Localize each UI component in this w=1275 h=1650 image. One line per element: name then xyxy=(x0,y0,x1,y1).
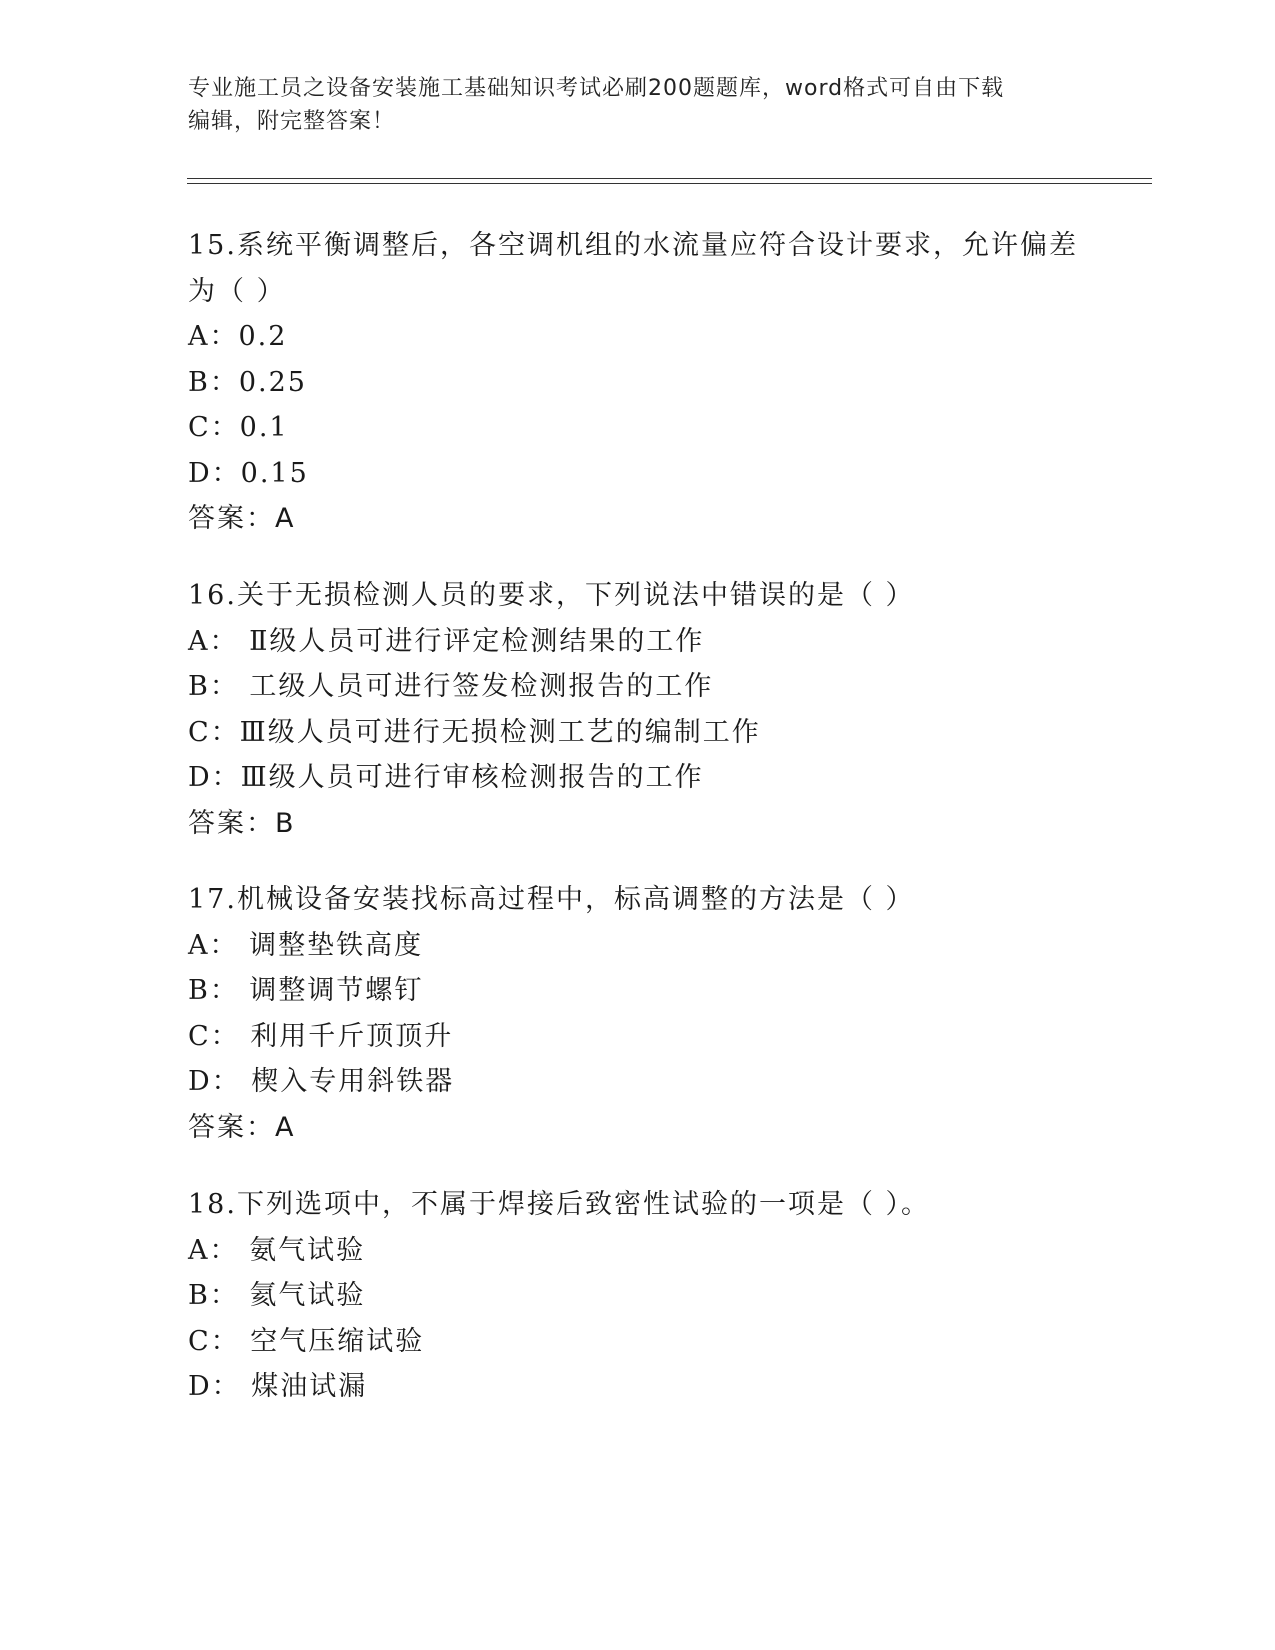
option-a: A：0.2 xyxy=(188,321,288,352)
header-line-1: 专业施工员之设备安装施工基础知识考试必刷200题题库，word格式可自由下载 xyxy=(188,76,1005,101)
question-stem: 18.下列选项中，不属于焊接后致密性试验的一项是（ ）。 xyxy=(188,1189,931,1220)
question-16 xyxy=(188,573,1088,846)
option-b: B： 调整调节螺钉 xyxy=(188,975,424,1006)
answer-label: 答案：A xyxy=(188,503,296,534)
option-c: C：0.1 xyxy=(188,412,289,443)
option-c: C： 利用千斤顶顶升 xyxy=(188,1020,454,1052)
option-b: B：0.25 xyxy=(188,366,307,398)
header-line-2: 编辑，附完整答案！ xyxy=(188,109,396,134)
option-d: D： 楔入专用斜铁器 xyxy=(188,1066,455,1097)
option-b: B： 工级人员可进行签发检测报告的工作 xyxy=(188,671,714,702)
answer-label: 答案：A xyxy=(188,1111,296,1143)
question-15 xyxy=(188,223,1088,542)
question-stem: 15.系统平衡调整后，各空调机组的水流量应符合设计要求，允许偏差 xyxy=(188,230,1078,261)
option-c: C： 空气压缩试验 xyxy=(188,1325,425,1357)
header-divider-bottom xyxy=(187,183,1152,184)
option-b: B： 氦气试验 xyxy=(188,1280,366,1311)
option-a: A： 调整垫铁高度 xyxy=(188,929,424,961)
option-d: D：0.15 xyxy=(188,457,309,489)
question-stem: 16.关于无损检测人员的要求，下列说法中错误的是（ ） xyxy=(188,580,915,611)
option-a: A： Ⅱ级人员可进行评定检测结果的工作 xyxy=(188,625,705,657)
answer-label: 答案：B xyxy=(188,807,296,839)
question-stem: 17.机械设备安装找标高过程中，标高调整的方法是（ ） xyxy=(188,884,915,915)
option-d: D：Ⅲ级人员可进行审核检测报告的工作 xyxy=(188,762,704,793)
header-divider-top xyxy=(187,178,1152,179)
option-a: A： 氨气试验 xyxy=(188,1234,366,1266)
question-stem-continued: 为（ ） xyxy=(188,275,286,307)
question-18 xyxy=(188,1182,1088,1410)
question-17 xyxy=(188,877,1088,1150)
document-header xyxy=(188,72,1068,138)
option-d: D： 煤油试漏 xyxy=(188,1371,368,1402)
option-c: C：Ⅲ级人员可进行无损检测工艺的编制工作 xyxy=(188,716,761,748)
